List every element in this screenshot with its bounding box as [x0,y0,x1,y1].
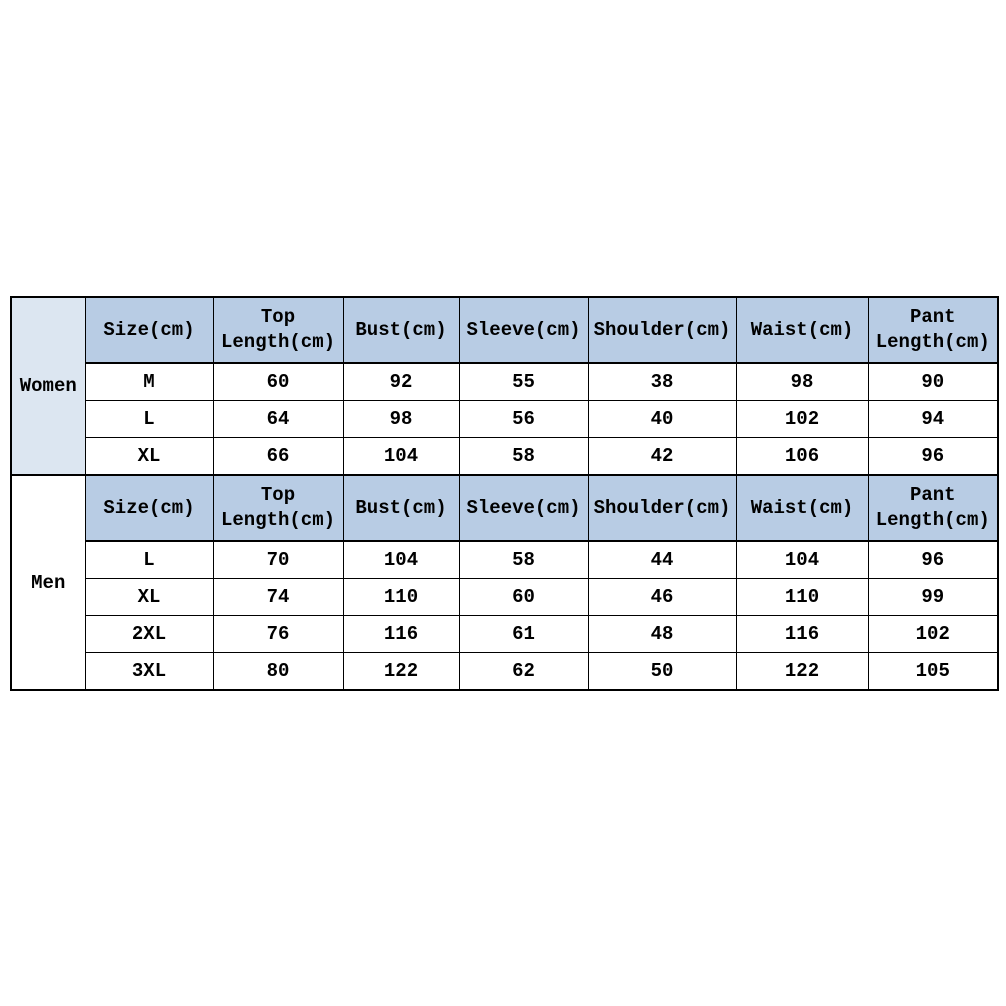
size-cell: XL [85,438,213,476]
measurement-cell: 48 [588,616,736,653]
measurement-cell: 122 [343,653,459,691]
size-cell: M [85,363,213,401]
measurement-cell: 99 [868,579,998,616]
measurement-cell: 105 [868,653,998,691]
size-chart-table [10,296,999,691]
column-header: Waist(cm) [736,475,868,541]
measurement-cell: 55 [459,363,588,401]
measurement-cell: 104 [736,541,868,579]
table-row [11,438,998,476]
measurement-cell: 98 [343,401,459,438]
column-header: Sleeve(cm) [459,297,588,363]
measurement-cell: 96 [868,541,998,579]
header-row-women [11,297,998,363]
measurement-cell: 61 [459,616,588,653]
measurement-cell: 74 [213,579,343,616]
group-label-men: Men [11,475,85,690]
measurement-cell: 102 [868,616,998,653]
measurement-cell: 56 [459,401,588,438]
measurement-cell: 106 [736,438,868,476]
column-header: Pant Length(cm) [868,475,998,541]
table-row [11,363,998,401]
measurement-cell: 66 [213,438,343,476]
measurement-cell: 58 [459,438,588,476]
measurement-cell: 92 [343,363,459,401]
measurement-cell: 104 [343,541,459,579]
column-header: Top Length(cm) [213,297,343,363]
measurement-cell: 44 [588,541,736,579]
table-row [11,579,998,616]
measurement-cell: 122 [736,653,868,691]
size-cell: L [85,401,213,438]
measurement-cell: 94 [868,401,998,438]
measurement-cell: 62 [459,653,588,691]
size-chart-body [11,297,998,690]
measurement-cell: 40 [588,401,736,438]
column-header: Size(cm) [85,475,213,541]
measurement-cell: 60 [213,363,343,401]
measurement-cell: 70 [213,541,343,579]
group-label-women: Women [11,297,85,475]
measurement-cell: 50 [588,653,736,691]
measurement-cell: 98 [736,363,868,401]
column-header: Shoulder(cm) [588,297,736,363]
table-row [11,401,998,438]
measurement-cell: 102 [736,401,868,438]
measurement-cell: 110 [736,579,868,616]
measurement-cell: 58 [459,541,588,579]
measurement-cell: 76 [213,616,343,653]
measurement-cell: 42 [588,438,736,476]
table-row [11,541,998,579]
column-header: Top Length(cm) [213,475,343,541]
measurement-cell: 104 [343,438,459,476]
size-cell: L [85,541,213,579]
table-row [11,616,998,653]
column-header: Sleeve(cm) [459,475,588,541]
column-header: Bust(cm) [343,297,459,363]
measurement-cell: 80 [213,653,343,691]
measurement-cell: 38 [588,363,736,401]
measurement-cell: 96 [868,438,998,476]
column-header: Shoulder(cm) [588,475,736,541]
size-cell: 3XL [85,653,213,691]
column-header: Pant Length(cm) [868,297,998,363]
column-header: Size(cm) [85,297,213,363]
measurement-cell: 60 [459,579,588,616]
size-chart-image [10,296,999,691]
size-cell: 2XL [85,616,213,653]
measurement-cell: 64 [213,401,343,438]
measurement-cell: 90 [868,363,998,401]
table-row [11,653,998,691]
measurement-cell: 116 [736,616,868,653]
measurement-cell: 110 [343,579,459,616]
column-header: Waist(cm) [736,297,868,363]
header-row-men [11,475,998,541]
column-header: Bust(cm) [343,475,459,541]
size-cell: XL [85,579,213,616]
measurement-cell: 46 [588,579,736,616]
measurement-cell: 116 [343,616,459,653]
